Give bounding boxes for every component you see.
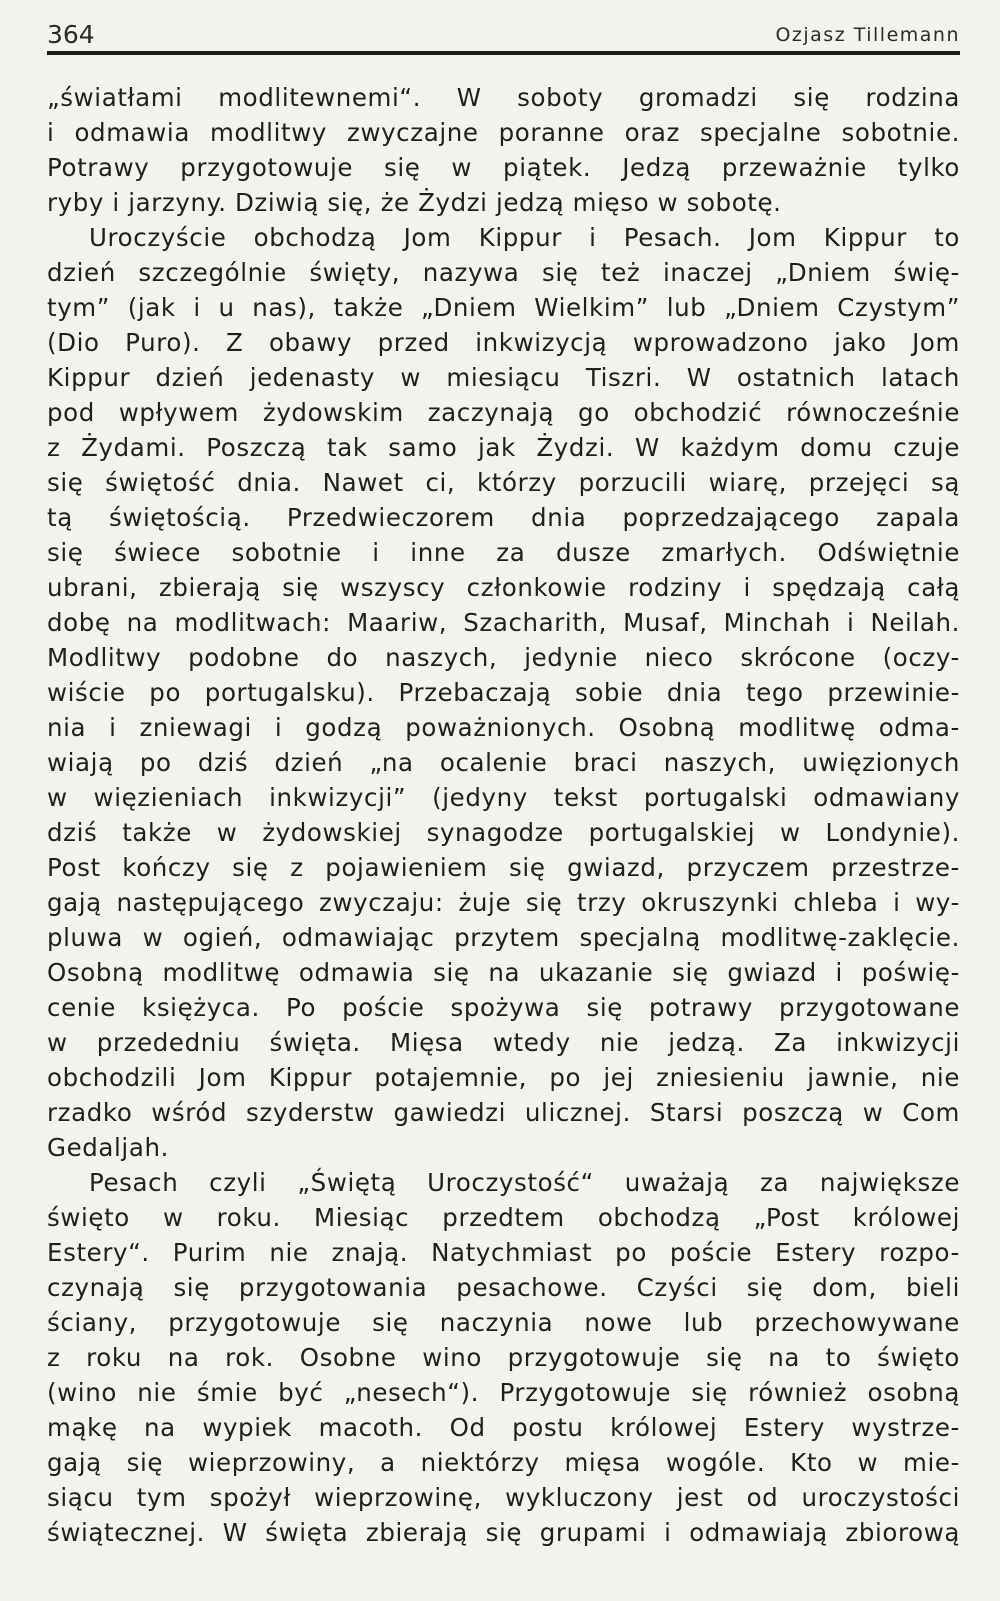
body-text bbox=[47, 80, 960, 1550]
header-rule bbox=[47, 51, 960, 55]
text-line: cenie księżyca. Po poście spożywa się potrawy przygotowane bbox=[47, 993, 960, 1022]
text-line: tym” (jak i u nas), także „Dniem Wielkim” lub „Dniem Czystym” bbox=[47, 293, 960, 322]
text-line: Osobną modlitwę odmawia się na ukazanie się gwiazd i poświę- bbox=[47, 958, 960, 987]
running-head: Ozjasz Tillemann bbox=[775, 24, 960, 46]
text-line: obchodzili Jom Kippur potajemnie, po jej zniesieniu jawnie, nie bbox=[47, 1063, 960, 1092]
text-line: się świece sobotnie i inne za dusze zmarłych. Odświętnie bbox=[47, 538, 960, 567]
text-line: dziś także w żydowskiej synagodze portugalskiej w Londynie). bbox=[47, 818, 960, 847]
text-line: w przededniu święta. Mięsa wtedy nie jedzą. Za inkwizycji bbox=[47, 1028, 960, 1057]
text-line: „światłami modlitewnemi“. W soboty gromadzi się rodzina bbox=[47, 83, 960, 112]
text-line: tą świętością. Przedwieczorem dnia poprzedzającego zapala bbox=[47, 503, 960, 532]
text-line: w więzieniach inkwizycji” (jedyny tekst portugalski odmawiany bbox=[47, 783, 960, 812]
text-line: Gedaljah. bbox=[47, 1133, 169, 1162]
text-line: gają następującego zwyczaju: żuje się trzy okruszynki chleba i wy- bbox=[47, 888, 960, 917]
text-line: Estery“. Purim nie znają. Natychmiast po poście Estery rozpo- bbox=[47, 1238, 960, 1267]
text-line: Pesach czyli „Świętą Uroczystość“ uważają za największe bbox=[89, 1168, 960, 1197]
text-line: Potrawy przygotowuje się w piątek. Jedzą przeważnie tylko bbox=[47, 153, 960, 182]
text-line: się świętość dnia. Nawet ci, którzy porzucili wiarę, przejęci są bbox=[47, 468, 960, 497]
text-line: siącu tym spożył wieprzowinę, wykluczony jest od uroczystości bbox=[47, 1483, 960, 1512]
text-line: rzadko wśród szyderstw gawiedzi ulicznej. Starsi poszczą w Com bbox=[47, 1098, 960, 1127]
text-line: gają się wieprzowiny, a niektórzy mięsa wogóle. Kto w mie- bbox=[47, 1448, 960, 1477]
text-line: z roku na rok. Osobne wino przygotowuje się na to święto bbox=[47, 1343, 960, 1372]
text-line: Uroczyście obchodzą Jom Kippur i Pesach. Jom Kippur to bbox=[89, 223, 960, 252]
text-line: Kippur dzień jedenasty w miesiącu Tiszri. W ostatnich latach bbox=[47, 363, 960, 392]
page-header bbox=[47, 18, 960, 48]
text-line: (wino nie śmie być „nesech“). Przygotowuje się również osobną bbox=[47, 1378, 960, 1407]
text-line: święto w roku. Miesiąc przedtem obchodzą „Post królowej bbox=[47, 1203, 960, 1232]
text-line: wiają po dziś dzień „na ocalenie braci naszych, uwięzionych bbox=[47, 748, 960, 777]
text-line: mąkę na wypiek macoth. Od postu królowej Estery wystrze- bbox=[47, 1413, 960, 1442]
text-line: nia i zniewagi i godzą poważnionych. Osobną modlitwę odma- bbox=[47, 713, 960, 742]
text-line: pod wpływem żydowskim zaczynają go obchodzić równocześnie bbox=[47, 398, 960, 427]
text-line: dzień szczególnie święty, nazywa się też inaczej „Dniem świę- bbox=[47, 258, 960, 287]
page-number: 364 bbox=[47, 20, 95, 49]
text-line: ryby i jarzyny. Dziwią się, że Żydzi jedzą mięso w sobotę. bbox=[47, 188, 782, 217]
text-line: z Żydami. Poszczą tak samo jak Żydzi. W każdym domu czuje bbox=[47, 433, 960, 462]
text-line: wiście po portugalsku). Przebaczają sobie dnia tego przewinie- bbox=[47, 678, 960, 707]
text-line: i odmawia modlitwy zwyczajne poranne oraz specjalne sobotnie. bbox=[47, 118, 960, 147]
text-line: dobę na modlitwach: Maariw, Szacharith, Musaf, Minchah i Neilah. bbox=[47, 608, 960, 637]
text-line: (Dio Puro). Z obawy przed inkwizycją wprowadzono jako Jom bbox=[47, 328, 960, 357]
text-line: czynają się przygotowania pesachowe. Czyści się dom, bieli bbox=[47, 1273, 960, 1302]
text-line: pluwa w ogień, odmawiając przytem specjalną modlitwę-zaklęcie. bbox=[47, 923, 960, 952]
text-line: Post kończy się z pojawieniem się gwiazd, przyczem przestrze- bbox=[47, 853, 960, 882]
text-line: Modlitwy podobne do naszych, jedynie nieco skrócone (oczy- bbox=[47, 643, 960, 672]
text-line: ściany, przygotowuje się naczynia nowe lub przechowywane bbox=[47, 1308, 960, 1337]
text-line: ubrani, zbierają się wszyscy członkowie rodziny i spędzają całą bbox=[47, 573, 960, 602]
text-line: świątecznej. W święta zbierają się grupami i odmawiają zbiorową bbox=[47, 1518, 960, 1547]
